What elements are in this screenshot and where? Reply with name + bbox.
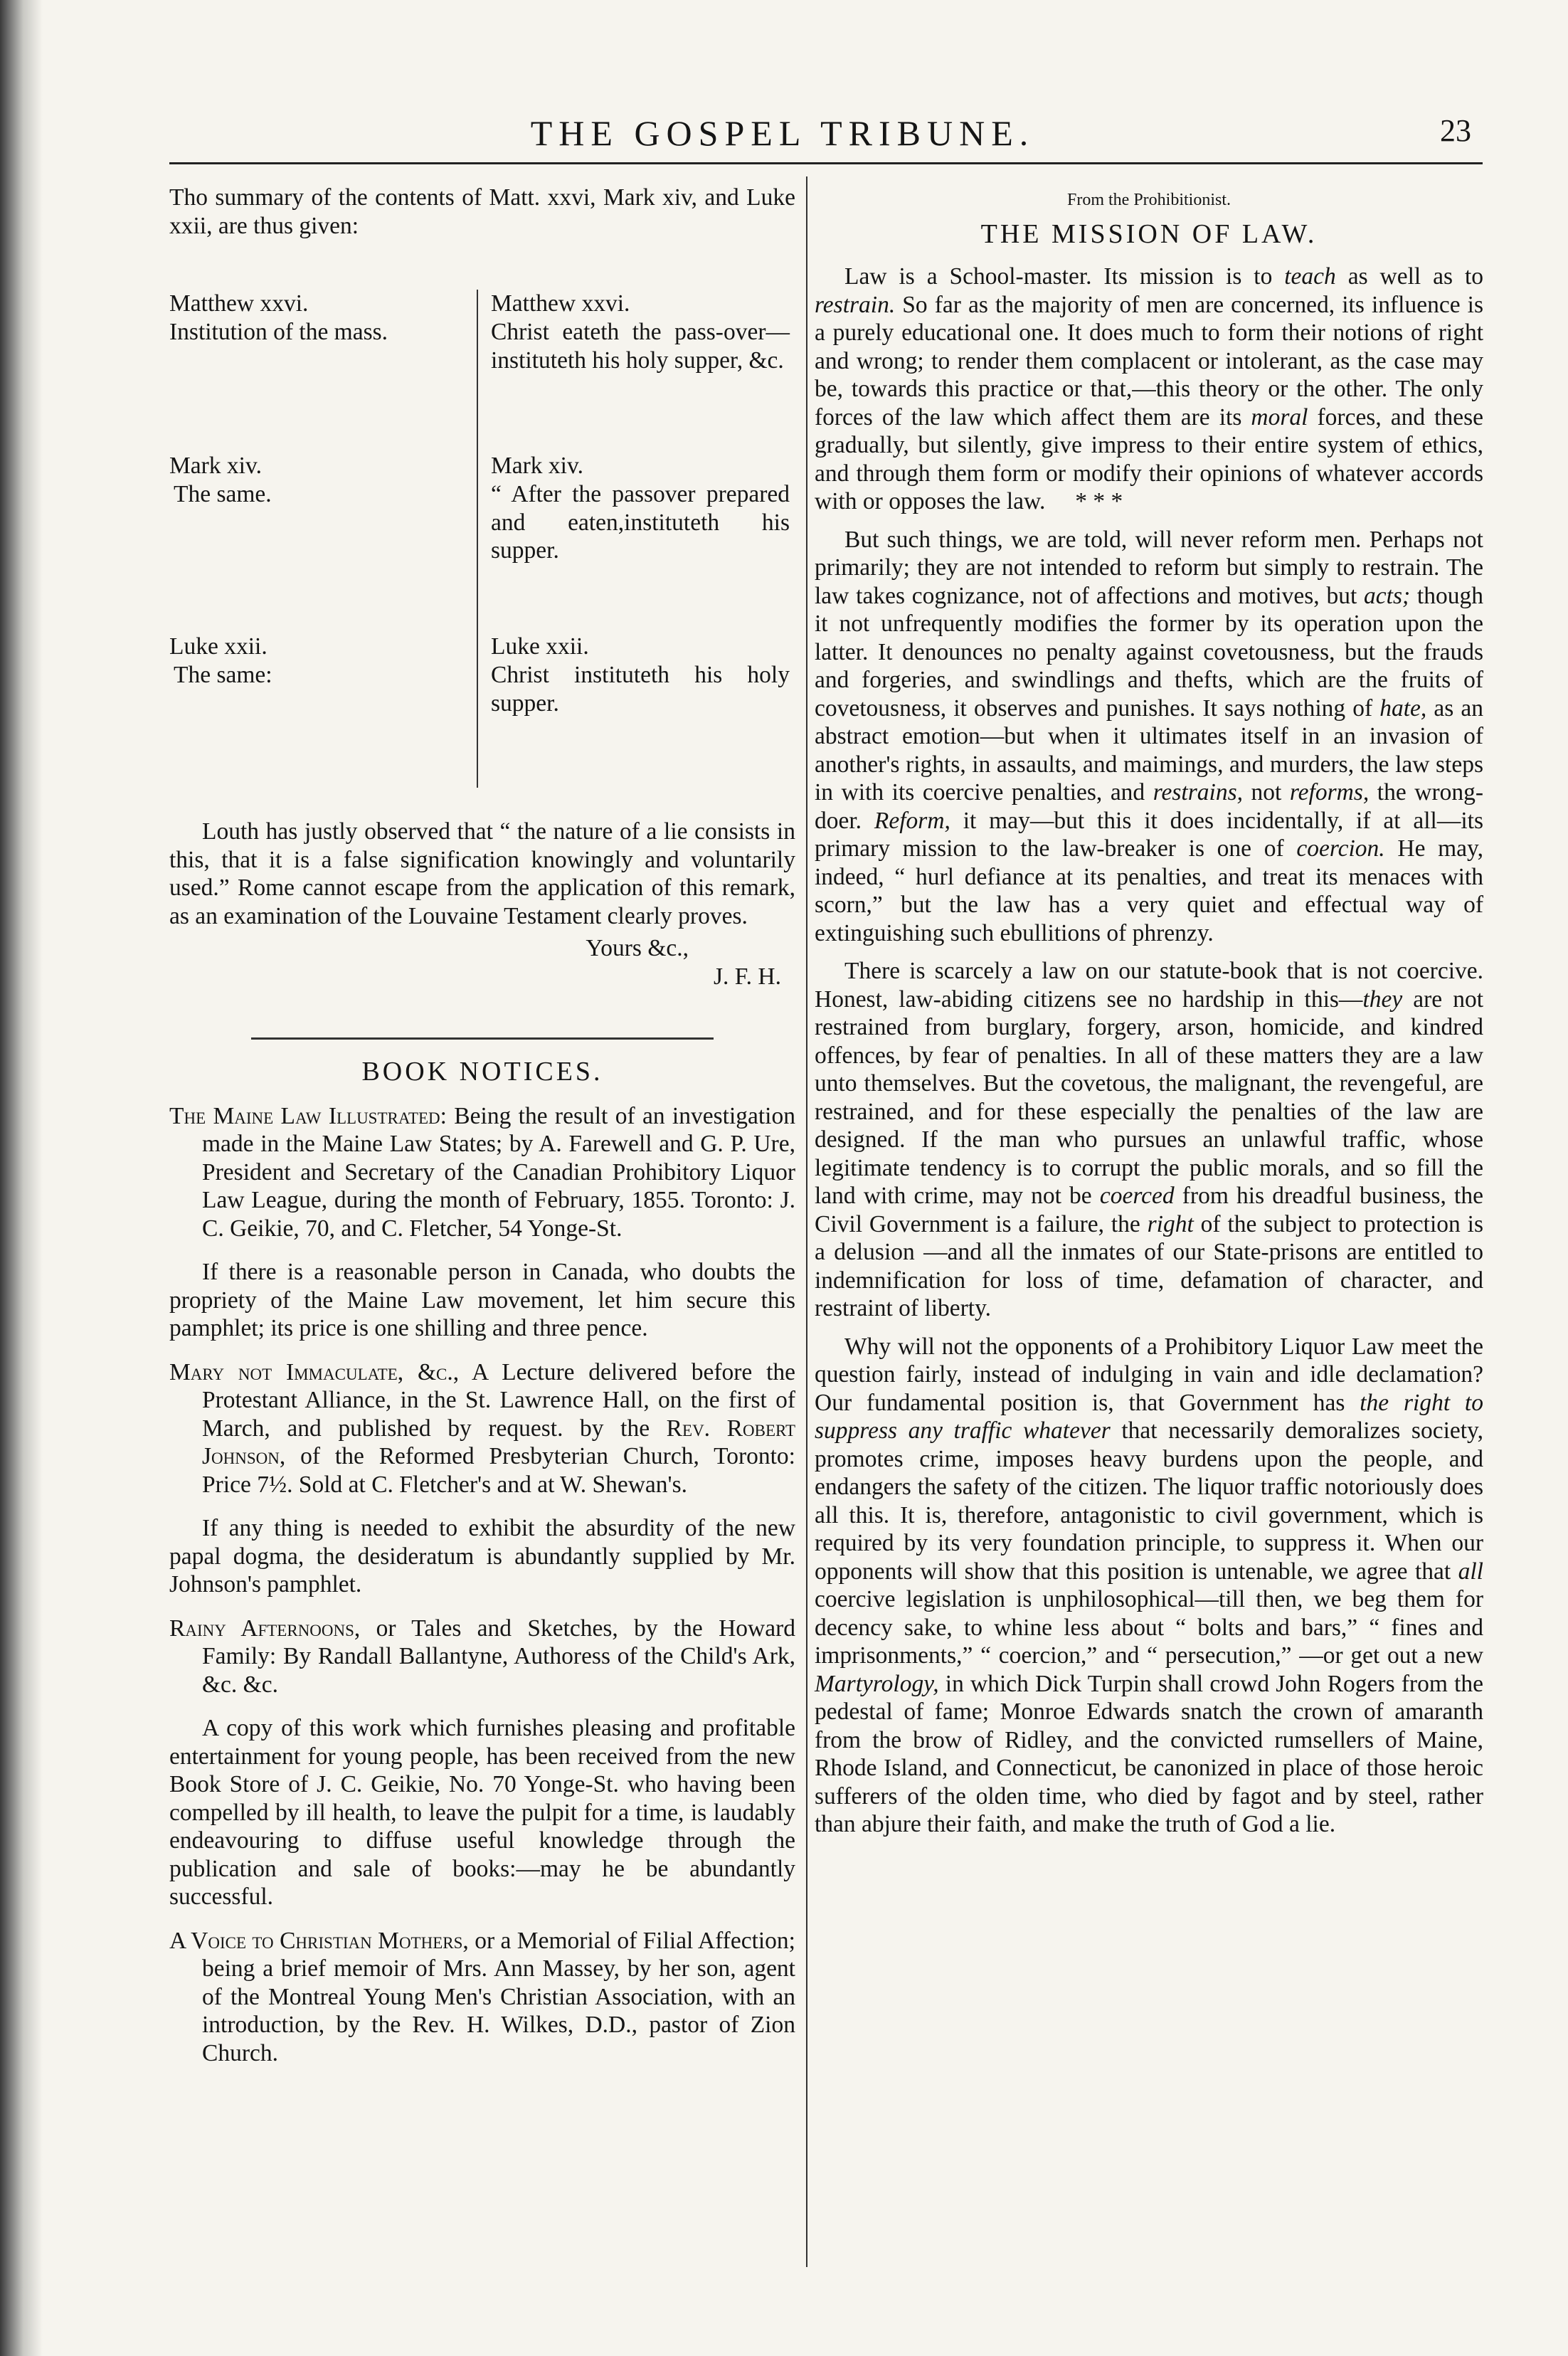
table-left-text-1: Institution of the mass. bbox=[169, 319, 388, 345]
notice-title: The Maine Law Illustrated bbox=[169, 1102, 440, 1129]
notice-body: A Lecture delivered before the Protestant Alliance, in the St. Lawrence Hall, on the first of March, and published by request. by the bbox=[202, 1358, 795, 1442]
article-paragraph: There is scarcely a law on our statute-book that is not coercive. Honest, law-abiding citizens see no hardship in this—they are not restrained from burglary, forgery, arson, homicide, and kindred offences, by fear of penalties. In all of these matters they are a law unto themselves. But the covetous, the malignant, the revengeful, are restrained, and for these especially the penalties of the law are designed. If the man who pursues an unlawful traffic, whose legitimate tendency is to corrupt the public morals, and so fill the land with crime, may not be coerced from his dreadful business, the Civil Government is a failure, the right of the subject to protection is a delusion —and all the inmates of our State-prisons are entitled to indemnification for loss of time, defamation of character, and restraint of liberty. bbox=[815, 958, 1483, 1321]
notice-body: or Tales and Sketches, by the Howard Family: By Randall Ballantyne, Authoress of the Child's Ark, &c. &c. bbox=[202, 1615, 796, 1698]
article-paragraph: Why will not the opponents of a Prohibitory Liquor Law meet the question fairly, instead of indulging in vain and idle declamation? Our fundamental position is, that Government has the right to suppress any traffic whatever that necessarily demoralizes society, promotes crime, imposes heavy burdens upon the people, and endangers the safety of the citizen. The liquor traffic notoriously does all this. It is, therefore, antagonistic to civil government, which is required by its very foundation principle, to suppress it. When our opponents will show that this position is untenable, we agree that all coercive legislation is unphilosophical—till then, we beg them for decency sake, to whine less about “ bolts and bars,” “ fines and imprisonments,” “ coercion,” and “ persecution,” —or get out a new Martyrology, in which Dick Turpin shall crowd John Rogers from the pedestal of fame; Monroe Edwards snatch the crown of amaranth from the brow of Ridley, and the convicted rumsellers of Maine, Rhode Island, and Connecticut, be canonized in place of those heroic sufferers of the olden time, who died by fagot and by steel, rather than abjure their faith, and make the truth of God a lie. bbox=[815, 1333, 1483, 1837]
summary-lead: Tho summary of the contents of Matt. xxvi, Mark xiv, and Luke xxii, are thus given: bbox=[169, 184, 795, 239]
notice-title: Rainy Afternoons, bbox=[169, 1615, 361, 1642]
header-rule bbox=[169, 162, 1483, 164]
table-left-head-3: Luke xxii. bbox=[169, 633, 267, 660]
table-left-head-2: Mark xiv. bbox=[169, 453, 262, 479]
table-right-text-2: “ After the passover prepared and eaten,instituteth his supper. bbox=[491, 481, 790, 564]
letter-signature: J. F. H. bbox=[713, 963, 781, 990]
table-divider bbox=[477, 290, 478, 788]
table-left-head-1: Matthew xxvi. bbox=[169, 290, 309, 317]
article-title: THE MISSION OF LAW. bbox=[980, 218, 1318, 249]
book-notices-heading: BOOK NOTICES. bbox=[361, 1057, 603, 1087]
section-separator bbox=[251, 1037, 714, 1040]
notice-maine-law bbox=[169, 1102, 795, 1243]
article-source: From the Prohibitionist. bbox=[1066, 191, 1231, 209]
notice-author: Rev. Robert Johnson, bbox=[202, 1415, 796, 1469]
left-column bbox=[169, 184, 795, 2067]
louth-paragraph: Louth has justly observed that “ the nature of a lie consists in this, that it is a false signification knowingly and voluntarily used.” Rome cannot escape from the application of this remark, as an examination of the Louvaine Testament clearly proves. bbox=[169, 818, 795, 929]
notice-comment: If any thing is needed to exhibit the absurdity of the new papal dogma, the desideratum is abundantly supplied by Mr. Johnson's pamphlet. bbox=[169, 1515, 795, 1597]
page-binding-edge bbox=[0, 0, 43, 2356]
table-left-text-2: The same. bbox=[174, 481, 272, 507]
comparison-table bbox=[169, 290, 795, 802]
letter-closing: Yours &c., bbox=[586, 935, 689, 961]
page-number: 23 bbox=[1440, 113, 1471, 148]
table-right-text-3: Christ instituteth his holy supper. bbox=[491, 662, 790, 717]
table-left-text-3: The same: bbox=[174, 662, 272, 688]
notice-mary-not-immaculate bbox=[169, 1358, 795, 1499]
notice-title: Mary not Immaculate, &c., bbox=[169, 1358, 460, 1385]
column-divider bbox=[806, 176, 807, 2267]
running-head-title: THE GOSPEL TRIBUNE. bbox=[530, 113, 1035, 153]
table-right-head-1: Matthew xxvi. bbox=[491, 290, 630, 317]
notice-body: : Being the result of an investigation made in the Maine Law States; by A. Farewell and G. P. Ure, President and Secretary of the Canadian Prohibitory Liquor Law League, during the month of February, 1855. Toronto: J. C. Geikie, 70, and C. Fletcher, 54 Yonge-St. bbox=[202, 1102, 795, 1242]
notice-body: of the Reformed Presbyterian Church, Toronto: Price 7½. Sold at C. Fletcher's and at W. Shewan's. bbox=[202, 1443, 795, 1498]
table-right-head-3: Luke xxii. bbox=[491, 633, 589, 660]
notice-rainy-afternoons bbox=[169, 1615, 795, 1699]
table-right-text-1: Christ eateth the pass-over—instituteth his holy supper, &c. bbox=[491, 319, 790, 374]
notice-voice-to-christian-mothers bbox=[169, 1927, 795, 2068]
article-paragraph: Law is a School-master. Its mission is to teach as well as to restrain. So far as the majority of men are concerned, its influence is a purely educational one. It does much to form their notions of right and wrong; to render them complacent or intolerant, as the case may be, towards this practice or that,—this theory or the other. The only forces of the law which affect them are its moral forces, and these gradually, but silently, give impress to their entire system of ethics, and through them form or modify their opinions of whatever accords with or opposes the law. * * * bbox=[815, 263, 1484, 514]
section-stars: * * * bbox=[1075, 488, 1123, 514]
notice-comment: If there is a reasonable person in Canada, who doubts the propriety of the Maine Law movement, let him secure this pamphlet; its price is one shilling and three pence. bbox=[169, 1259, 795, 1341]
right-column bbox=[815, 186, 1483, 1839]
notice-body: or a Memorial of Filial Affection; being a brief memoir of Mrs. Ann Massey, by her son, agent of the Montreal Young Men's Christian Association, with an introduction, by the Rev. H. Wilkes, D.D., pastor of Zion Church. bbox=[202, 1927, 795, 2066]
article-paragraph: But such things, we are told, will never reform men. Perhaps not primarily; they are not intended to reform but simply to restrain. The law takes cognizance, not of affections and motives, but acts; though it not unfrequently modifies the former by its operation upon the latter. It denounces no penalty against covetousness, but the frauds and forgeries, and swindlings and thefts, which are the fruits of covetousness, it observes and punishes. It says nothing of hate, as an abstract emotion—but when it ultimates itself in an invasion of another's rights, in assaults, and maimings, and murders, the law steps in with its coercive penalties, and restrains, not reforms, the wrong-doer. Reform, it may—but this it does incidentally, if at all—its primary mission to the law-breaker is one of coercion. He may, indeed, “ hurl defiance at its penalties, and treat its menaces with scorn,” but the law has a very quiet and effectual way of extinguishing such ebullitions of phrenzy. bbox=[815, 526, 1484, 946]
notice-title: A Voice to Christian Mothers, bbox=[169, 1927, 469, 1954]
notice-comment: A copy of this work which furnishes pleasing and profitable entertainment for young people, has been received from the new Book Store of J. C. Geikie, No. 70 Yonge-St. who having been compelled by ill health, to leave the pulpit for a time, is laudably endeavouring to diffuse useful knowledge through the publication and sale of books:—may he be abundantly successful. bbox=[169, 1715, 795, 1910]
table-right-head-2: Mark xiv. bbox=[491, 453, 583, 479]
